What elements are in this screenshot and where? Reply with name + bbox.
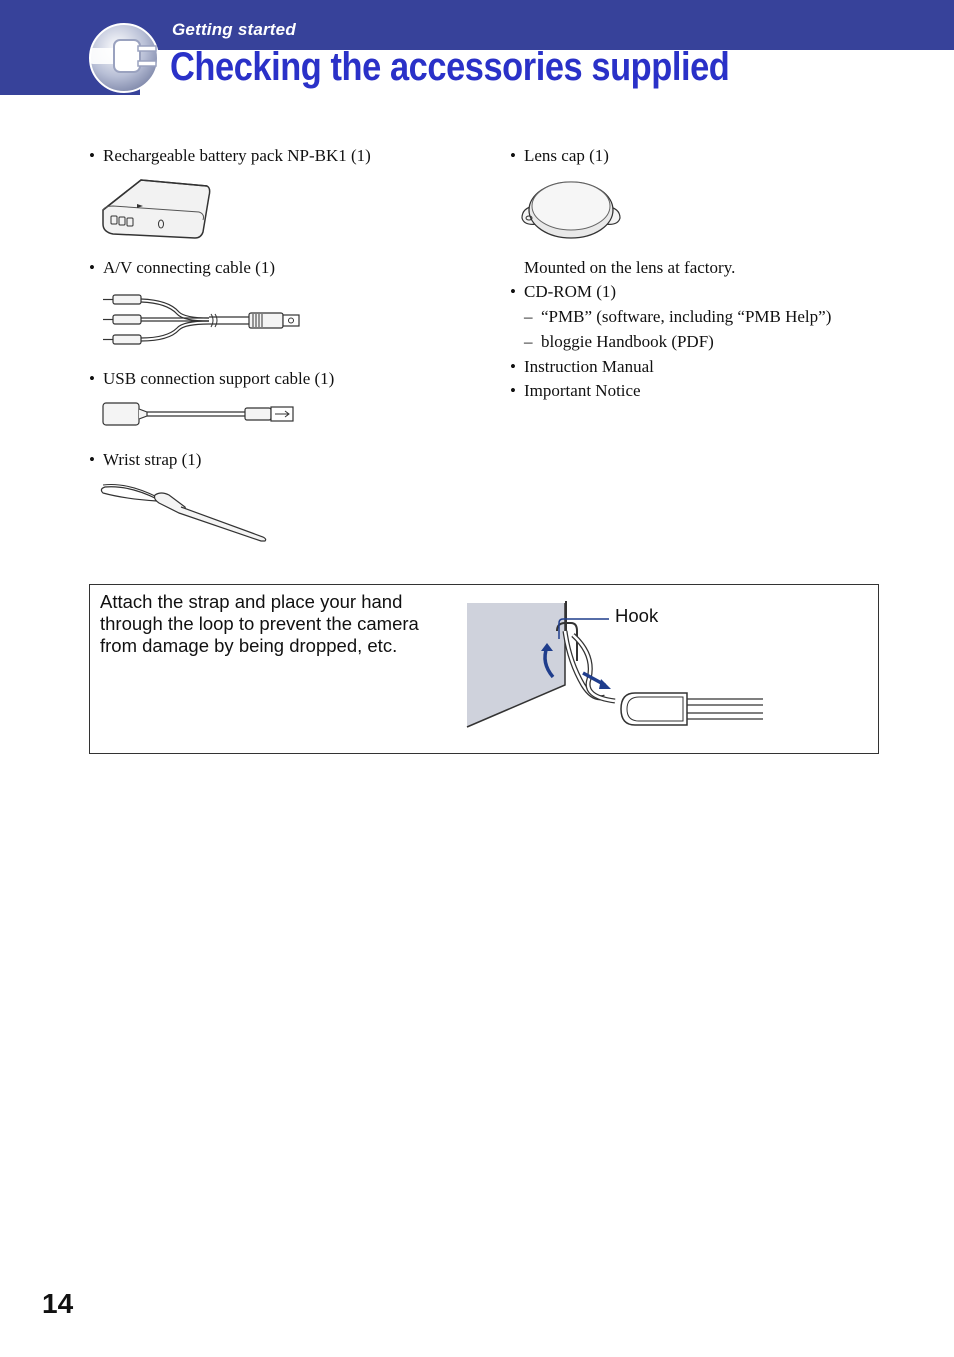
page-header [0, 0, 954, 95]
strap-note-text: Attach the strap and place your hand through the loop to prevent the camera from damage by being dropped, etc. [100, 591, 419, 656]
list-item-av-cable: • A/V connecting cable (1) [89, 258, 275, 277]
item-label: Rechargeable battery pack NP-BK1 (1) [103, 146, 371, 165]
list-item-manual: • Instruction Manual [510, 357, 654, 376]
list-item-cdrom: • CD-ROM (1) [510, 282, 617, 301]
section-label: Getting started [172, 20, 296, 39]
cdrom-sub-item: – “PMB” (software, including “PMB Help”) [524, 307, 832, 326]
page-title: Checking the accessories supplied [170, 45, 730, 89]
plug-icon [86, 22, 162, 94]
list-item-lens-cap: • Lens cap (1) [510, 146, 609, 165]
lens-cap-note: Mounted on the lens at factory. [524, 258, 736, 277]
list-item-usb-cable: • USB connection support cable (1) [89, 369, 335, 388]
wrist-strap-illustration [99, 479, 271, 543]
strap-note-box [89, 584, 879, 754]
item-label: Wrist strap (1) [103, 450, 202, 469]
usb-cable-illustration [99, 399, 299, 431]
list-item-wrist-strap: • Wrist strap (1) [89, 450, 202, 469]
item-label: USB connection support cable (1) [103, 369, 335, 388]
list-item-notice: • Important Notice [510, 381, 641, 400]
battery-illustration [99, 176, 213, 242]
lens-cap-illustration [518, 174, 626, 242]
hook-label: Hook [615, 605, 659, 626]
av-cable-illustration [99, 288, 305, 346]
item-label: Lens cap (1) [524, 146, 609, 165]
item-label: Important Notice [524, 381, 641, 400]
list-item-battery: • Rechargeable battery pack NP-BK1 (1) [89, 146, 371, 165]
item-label: Instruction Manual [524, 357, 654, 376]
item-label: A/V connecting cable (1) [103, 258, 275, 277]
item-label: CD-ROM (1) [524, 282, 617, 301]
cdrom-sub-item: – bloggie Handbook (PDF) [524, 332, 714, 351]
page-number: 14 [42, 1288, 74, 1319]
